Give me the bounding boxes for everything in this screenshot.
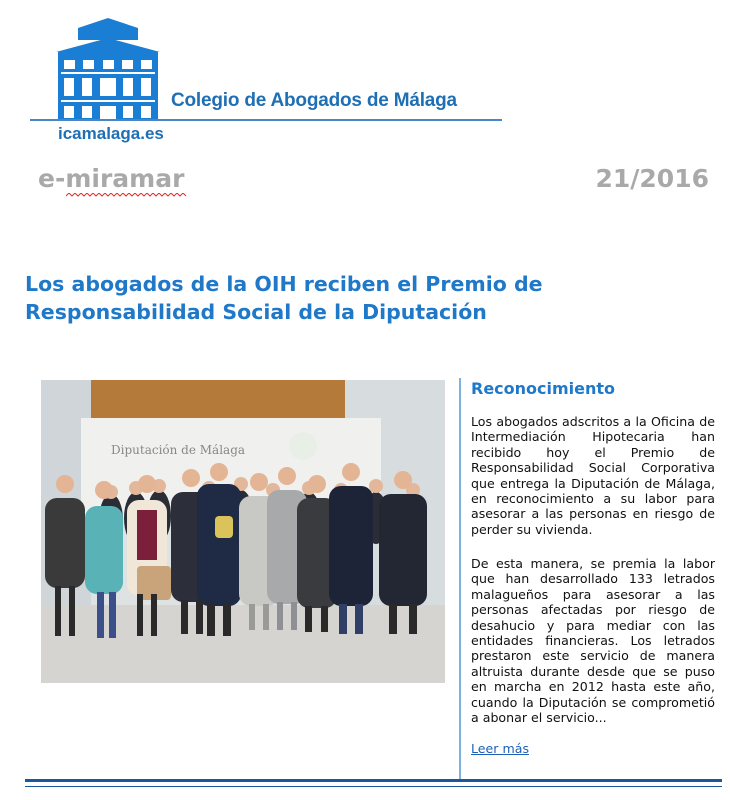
footer-rule-thick: [25, 779, 722, 782]
article-headline[interactable]: Los abogados de la OIH reciben el Premio de Responsabilidad Social de la Diputación: [25, 272, 543, 324]
column-divider: [459, 378, 461, 780]
article-paragraph-1: Los abogados adscritos a la Oficina de Intermediación Hipotecaria han recibido hoy el Premio de Responsabilidad Social Corporativa que entrega la Diputación de Málaga, en reconocimiento a su labor para asesorar a las personas en riesgo de perder su vivienda.: [471, 414, 715, 537]
footer-rule-thin: [25, 786, 722, 787]
website-link[interactable]: icamalaga.es: [58, 124, 164, 143]
award-group-photo: [41, 380, 445, 683]
spellcheck-underline: [66, 193, 188, 197]
logo-divider: [30, 119, 502, 121]
newsletter-name: e-miramar: [38, 164, 185, 193]
section-title: Reconocimiento: [471, 379, 616, 398]
photo-sign-text: Diputación de Málaga: [111, 443, 246, 457]
issue-number: 21/2016: [595, 164, 709, 193]
org-name: Colegio de Abogados de Málaga: [171, 90, 457, 111]
building-facade-icon: [56, 16, 162, 120]
read-more-link[interactable]: Leer más: [471, 741, 530, 756]
article-paragraph-2: De esta manera, se premia la labor que han desarrollado 133 letrados malagueños para asesorar a las personas afectadas por riesgo de desahucio y para mediar con las entidades financieras. Los letrados prestaron este servicio de manera altruista durante desde que se puso en marcha en 2012 hasta este año, cuando la Diputación se comprometió a abonar el servicio...: [471, 556, 715, 726]
